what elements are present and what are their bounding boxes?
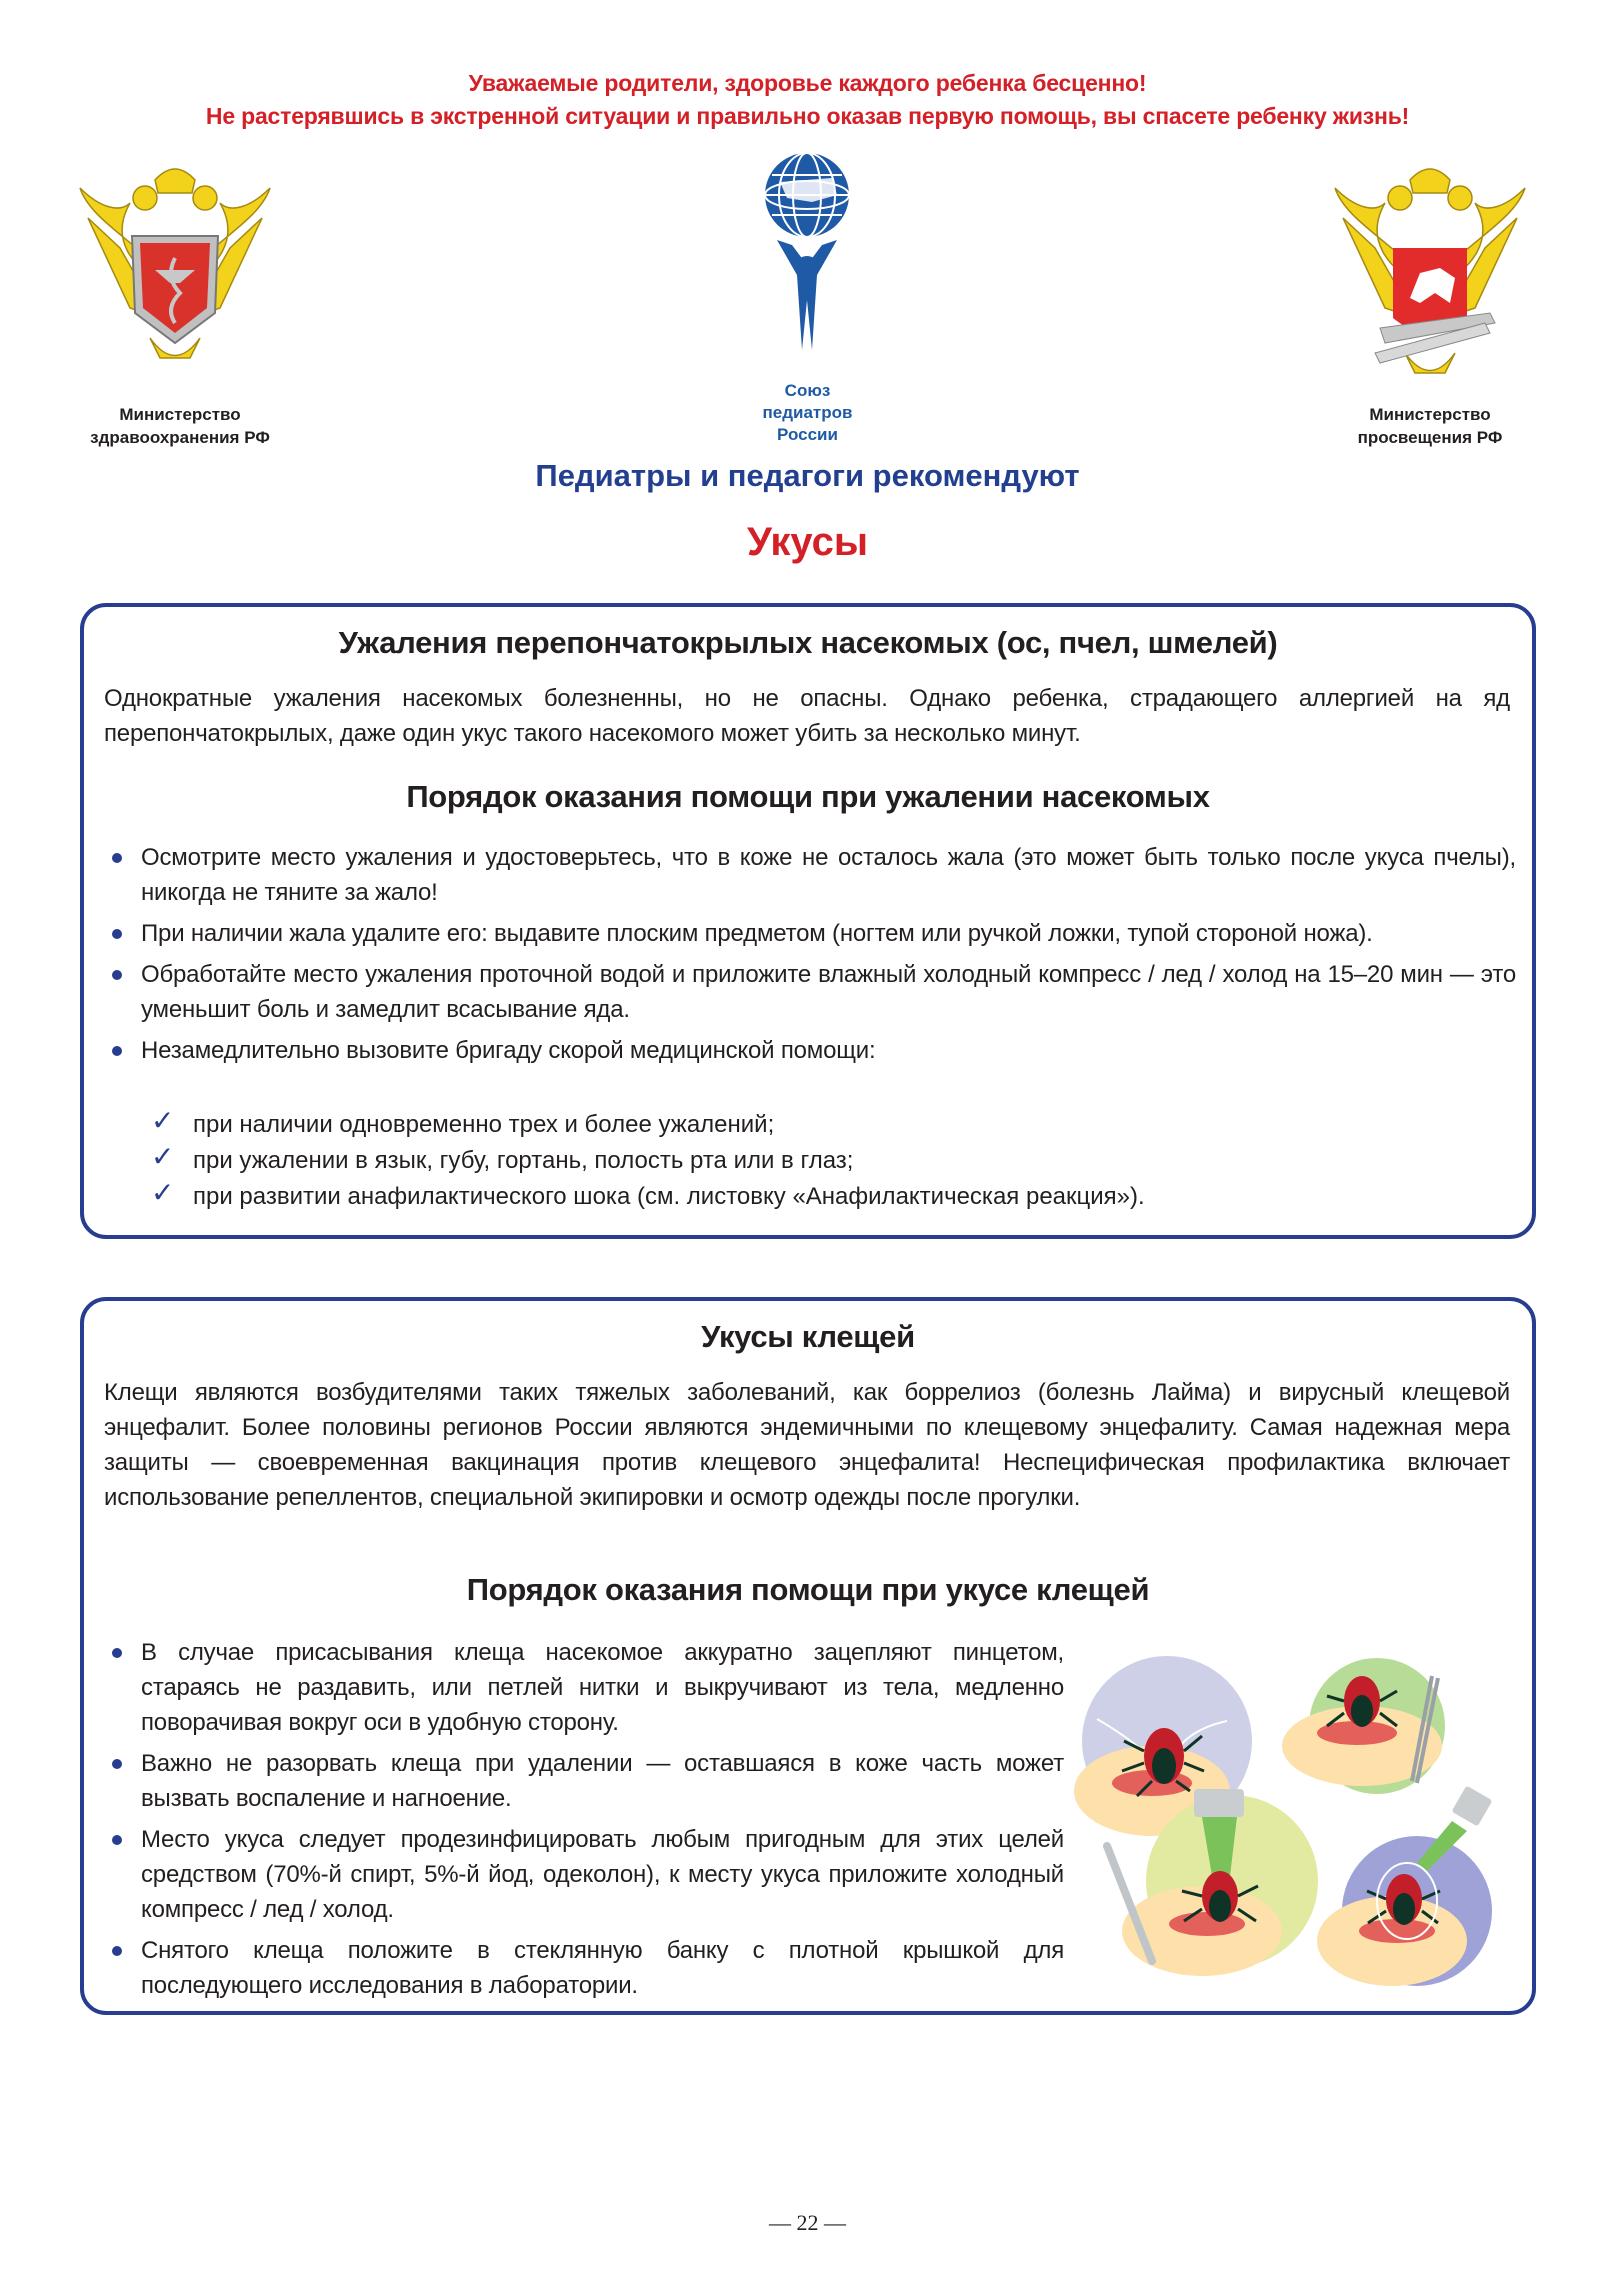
- header-message-line1: Уважаемые родители, здоровье каждого ребенка бесценно!: [468, 70, 1147, 96]
- section-tick-bites: [80, 1297, 1536, 2015]
- list-item-text: Снятого клеща положите в стеклянную банку с плотной крышкой для последующего исследования в лаборатории.: [141, 1937, 1064, 1999]
- ministry-education-label-line2: просвещения РФ: [1357, 428, 1503, 447]
- check-item: [141, 1104, 1504, 1143]
- checkmark-icon: ✓: [151, 1176, 175, 1209]
- page-number: — 22 —: [769, 2210, 846, 2235]
- section-subheading: Порядок оказания помощи при укусе клещей: [466, 1572, 1150, 1607]
- bullet-list: [104, 1635, 1064, 2009]
- ministry-health-label: [60, 403, 300, 449]
- ministry-education-label: [1310, 403, 1550, 449]
- list-item-text: Важно не разорвать клеща при удалении — оставшаяся в коже часть может вызвать воспаление и нагноение.: [141, 1750, 1064, 1812]
- ministry-health-label-line2: здравоохранения РФ: [90, 428, 270, 447]
- check-item: [141, 1176, 1504, 1215]
- ministry-health-label-line1: Министерство: [119, 405, 241, 424]
- section-insect-stings: [80, 603, 1536, 1239]
- list-item-text: В случае присасывания клеща насекомое аккуратно зацепляют пинцетом, стараясь не раздавить, или петлей нитки и выкручивают из тела, медленно поворачивая вокруг оси в удобную сторону.: [141, 1639, 1064, 1736]
- list-item: [104, 1635, 1064, 1740]
- section-subheading: Порядок оказания помощи при ужалении насекомых: [406, 779, 1210, 814]
- bullet-icon: [112, 970, 122, 980]
- list-item: [104, 1933, 1064, 2003]
- bullet-icon: [112, 1946, 122, 1956]
- list-item: [104, 1746, 1064, 1816]
- list-item: [104, 957, 1516, 1027]
- page-title: Укусы: [746, 520, 869, 564]
- page-subtitle: Педиатры и педагоги рекомендуют: [535, 458, 1080, 493]
- checkmark-icon: ✓: [151, 1104, 175, 1137]
- ministry-education-emblem-icon: [1325, 158, 1535, 388]
- bullet-icon: [112, 853, 122, 863]
- list-item: [104, 840, 1516, 910]
- list-item-text: Место укуса следует продезинфицировать любым пригодным для этих целей средством (70%-й спирт, 5%-й йод, одеколон), к месту укуса приложите холодный компресс / лед / холод.: [141, 1826, 1064, 1923]
- bullet-icon: [112, 1648, 122, 1658]
- bullet-icon: [112, 1835, 122, 1845]
- section-paragraph: Однократные ужаления насекомых болезненны, но не опасны. Однако ребенка, страдающего аллергией на яд перепончатокрылых, даже один укус такого насекомого может убить за несколько минут.: [104, 685, 1510, 747]
- list-item-text: Осмотрите место ужаления и удостоверьтесь, что в коже не осталось жала (это может быть только после укуса пчелы), никогда не тяните за жало!: [141, 844, 1516, 906]
- list-item: [104, 916, 1516, 951]
- bullet-icon: [112, 929, 122, 939]
- checkmark-icon: ✓: [151, 1140, 175, 1173]
- section-heading: Ужаления перепончатокрылых насекомых (ос, пчел, шмелей): [338, 625, 1278, 660]
- list-item: [104, 1822, 1064, 1927]
- check-list: [104, 1104, 1504, 1215]
- pediatricians-union-label-line2: педиатров: [762, 403, 853, 422]
- check-item: [141, 1140, 1504, 1179]
- section-paragraph: Клещи являются возбудителями таких тяжелых заболеваний, как боррелиоз (болезнь Лайма) и вирусный клещевой энцефалит. Более половины регионов России являются эндемичными по клещевому энцефалиту. Самая надежная мера защиты — своевременная вакцинация против клещевого энцефалита! Неспецифическая профилактика включает использование репеллентов, специальной экипировки и осмотр одежды после прогулки.: [104, 1379, 1510, 1511]
- header-message-line2: Не растерявшись в экстренной ситуации и правильно оказав первую помощь, вы спасете ребенку жизнь!: [205, 103, 1410, 129]
- bullet-icon: [112, 1759, 122, 1769]
- ministry-health-emblem-icon: [70, 158, 280, 378]
- list-item-text: При наличии жала удалите его: выдавите плоским предметом (ногтем или ручкой ложки, тупой стороной ножа).: [141, 920, 1373, 947]
- check-item-text: при ужалении в язык, губу, гортань, полость рта или в глаз;: [193, 1147, 854, 1174]
- check-item-text: при наличии одновременно трех и более ужалений;: [193, 1111, 775, 1138]
- pediatricians-union-label: [720, 380, 895, 446]
- check-item-text: при развитии анафилактического шока (см. листовку «Анафилактическая реакция»).: [193, 1183, 1145, 1210]
- bullet-icon: [112, 1046, 122, 1056]
- pediatricians-union-label-line3: России: [777, 425, 838, 444]
- ministry-education-label-line1: Министерство: [1369, 405, 1491, 424]
- section-heading: Укусы клещей: [701, 1319, 915, 1354]
- pediatricians-union-label-line1: Союз: [784, 381, 831, 400]
- list-item-text: Незамедлительно вызовите бригаду скорой медицинской помощи:: [141, 1037, 876, 1064]
- tick-removal-illustration-icon: [1072, 1641, 1492, 2001]
- list-item-text: Обработайте место ужаления проточной водой и приложите влажный холодный компресс / лед / холод на 15–20 мин — это уменьшит боль и замедлит всасывание яда.: [141, 961, 1516, 1023]
- pediatricians-union-logo-icon: [752, 150, 862, 380]
- bullet-list: [104, 840, 1516, 1074]
- list-item: [104, 1033, 1516, 1068]
